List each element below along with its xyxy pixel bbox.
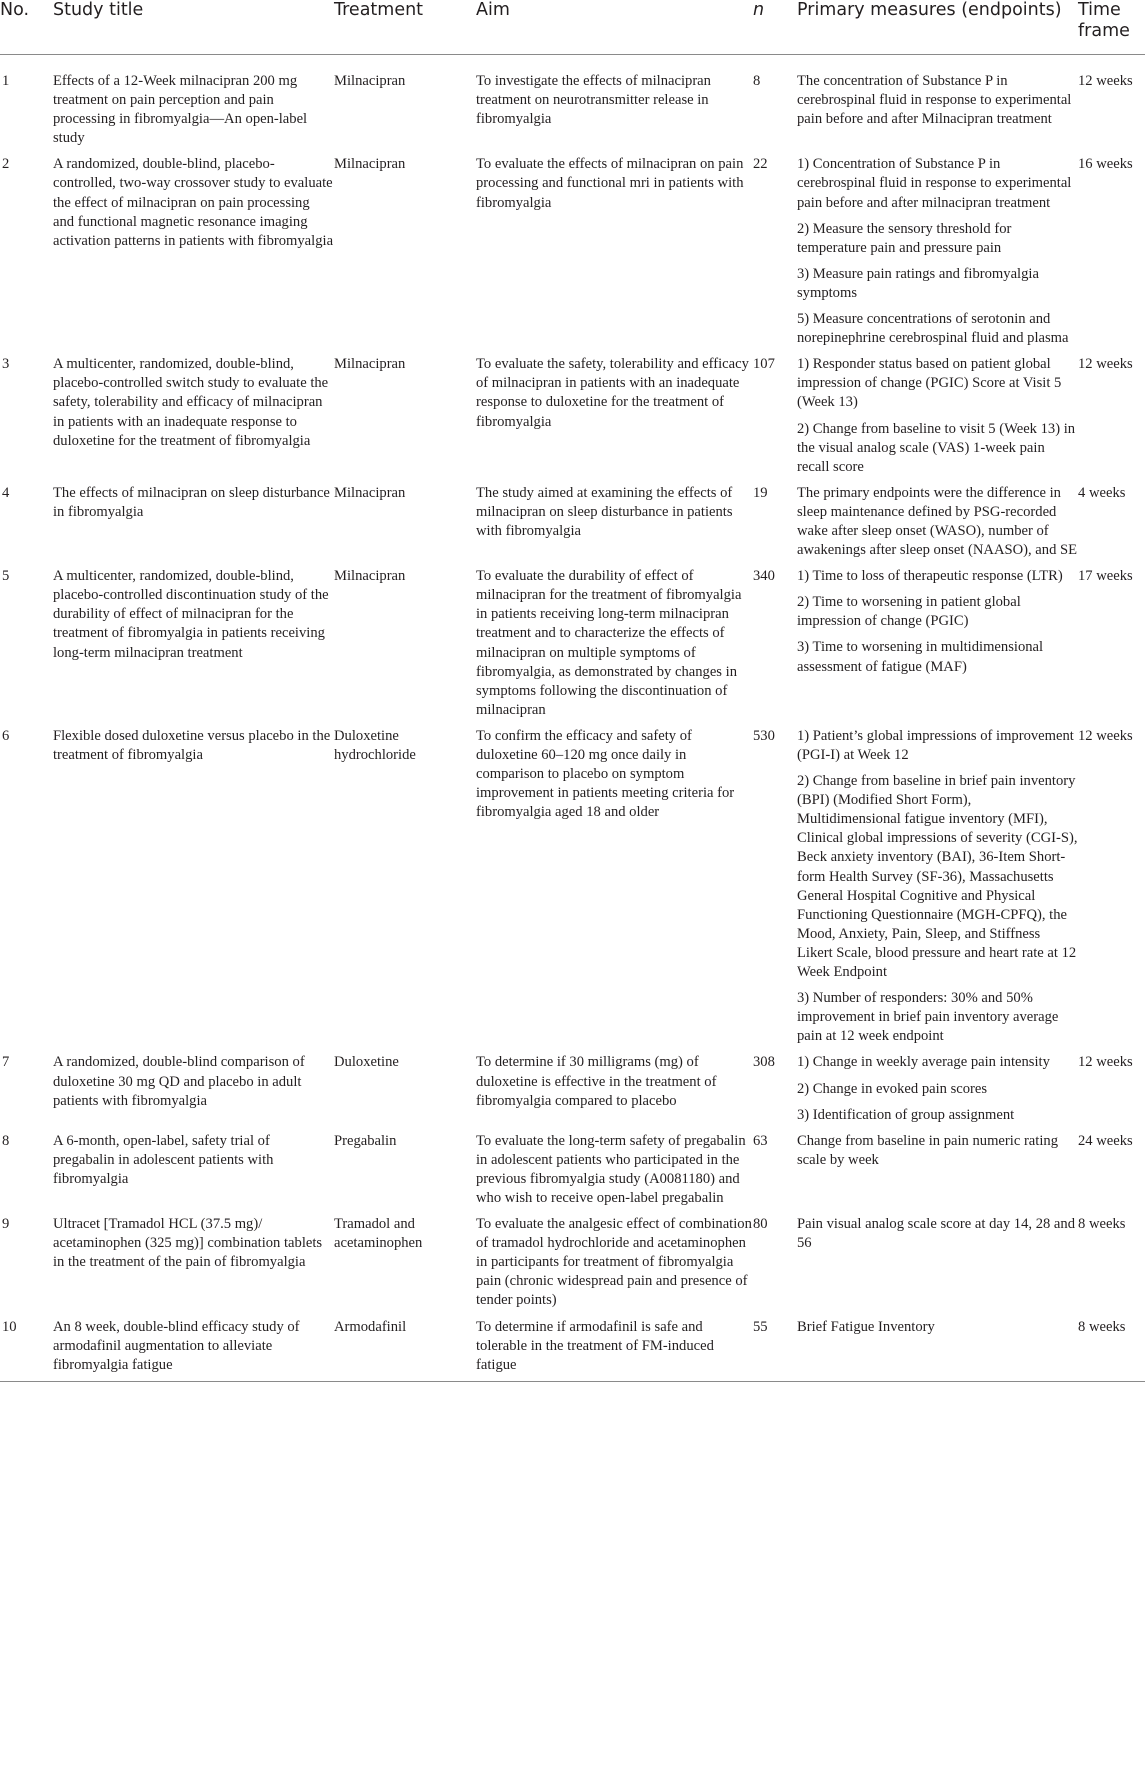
table-row	[0, 484, 1145, 567]
primary-measure-item: 3) Number of responders: 30% and 50% improvement in brief pain inventory average pain at 12 week endpoint	[797, 990, 1059, 1045]
aim-cell: To evaluate the analgesic effect of combination of tramadol hydrochloride and acetaminophen in participants for treatment of fibromyalgia pain (chronic widespread pain and presence of tender points)	[476, 1216, 752, 1309]
time-frame-cell: 8 weeks	[1078, 1216, 1126, 1233]
aim-cell: The study aimed at examining the effects of milnacipran on sleep disturbance in patients with fibromyalgia	[476, 484, 733, 539]
study-number-cell: 1	[2, 73, 10, 89]
header-study-title: Study title	[53, 0, 334, 55]
sample-size-cell: 63	[753, 1132, 768, 1149]
primary-measure-item: 1) Patient’s global impressions of improvement (PGI-I) at Week 12	[797, 727, 1074, 763]
study-number-cell: 2	[2, 156, 10, 173]
aim-cell: To investigate the effects of milnacipran treatment on neurotransmitter release in fibromyalgia	[476, 73, 711, 128]
sample-size-cell: 80	[753, 1216, 768, 1233]
study-number-cell: 4	[2, 484, 10, 501]
study-number-cell: 6	[2, 727, 10, 744]
time-frame-cell: 12 weeks	[1078, 73, 1133, 89]
primary-measures-cell	[797, 484, 1078, 567]
treatment-cell: Milnacipran	[334, 356, 406, 373]
primary-measure-item: The concentration of Substance P in cerebrospinal fluid in response to experimental pain before and after Milnacipran treatment	[797, 73, 1072, 128]
primary-measure-item: 2) Change in evoked pain scores	[797, 1080, 988, 1097]
study-number-cell: 9	[2, 1216, 10, 1233]
study-title-cell: A randomized, double-blind, placebo-controlled, two-way crossover study to evaluate the effect of milnacipran on pain processing and functional magnetic resonance imaging activation patterns in patients with fibromyalgia	[53, 156, 334, 249]
sample-size-cell: 8	[753, 73, 761, 89]
primary-measure-item: 1) Change in weekly average pain intensity	[797, 1054, 1050, 1071]
primary-measures-cell	[797, 567, 1078, 727]
aim-cell: To determine if 30 milligrams (mg) of duloxetine is effective in the treatment of fibromyalgia compared to placebo	[476, 1054, 717, 1109]
primary-measures-cell	[797, 1215, 1078, 1317]
aim-cell: To confirm the efficacy and safety of duloxetine 60–120 mg once daily in comparison to placebo on symptom improvement in patients meeting criteria for fibromyalgia aged 18 and older	[476, 727, 735, 821]
treatment-cell: Milnacipran	[334, 484, 406, 501]
table-row	[0, 155, 1145, 355]
primary-measure-item: 2) Time to worsening in patient global impression of change (PGIC)	[797, 594, 1021, 630]
header-time-frame: Time frame	[1078, 0, 1145, 55]
table-row	[0, 1318, 1145, 1382]
table-body	[0, 55, 1145, 1382]
study-title-cell: A multicenter, randomized, double-blind, placebo-controlled switch study to evaluate the safety, tolerability and efficacy of milnacipran in patients with an inadequate response to duloxetine for the treatment of fibromyalgia	[53, 356, 329, 449]
time-frame-cell: 4 weeks	[1078, 484, 1126, 501]
primary-measures-cell	[797, 155, 1078, 355]
primary-measures-cell	[797, 355, 1078, 484]
study-number-cell: 5	[2, 568, 10, 585]
aim-cell: To evaluate the long-term safety of pregabalin in adolescent patients who participated in the previous fibromyalgia study (A0081180) and who wish to receive open-label pregabalin	[476, 1132, 746, 1206]
sample-size-cell: 530	[753, 727, 775, 744]
primary-measure-item: 3) Identification of group assignment	[797, 1106, 1015, 1123]
time-frame-cell: 12 weeks	[1078, 1054, 1133, 1071]
header-aim: Aim	[476, 0, 753, 55]
study-title-cell: Flexible dosed duloxetine versus placebo in the treatment of fibromyalgia	[53, 727, 331, 763]
primary-measure-item: 1) Responder status based on patient global impression of change (PGIC) Score at Visit 5 (Week 13)	[797, 356, 1062, 411]
header-primary-measures: Primary measures (endpoints)	[797, 0, 1078, 55]
aim-cell: To evaluate the effects of milnacipran on pain processing and functional mri in patients with fibromyalgia	[476, 156, 744, 211]
table-row	[0, 567, 1145, 727]
study-number-cell: 7	[2, 1054, 10, 1071]
header-n: n	[753, 0, 797, 55]
treatment-cell: Duloxetine hydrochloride	[334, 727, 416, 763]
sample-size-cell: 22	[753, 156, 768, 173]
primary-measure-item: 3) Time to worsening in multidimensional assessment of fatigue (MAF)	[797, 639, 1044, 675]
study-number-cell: 3	[2, 356, 10, 373]
treatment-cell: Milnacipran	[334, 156, 406, 173]
time-frame-cell: 16 weeks	[1078, 156, 1133, 173]
aim-cell: To determine if armodafinil is safe and tolerable in the treatment of FM-induced fatigue	[476, 1318, 753, 1382]
treatment-cell: Duloxetine	[334, 1054, 399, 1071]
primary-measures-cell	[797, 727, 1078, 1054]
table-row	[0, 1132, 1145, 1215]
primary-measure-item: Change from baseline in pain numeric rating scale by week	[797, 1132, 1058, 1168]
primary-measure-item: 2) Change from baseline in brief pain inventory (BPI) (Modified Short Form), Multidimensional fatigue inventory (MFI), Clinical global impressions of severity (CGI-S), Beck anxiety inventory (BAI), 36-Item Short-form Health Survey (SF-36), Massachusetts General Hospital Cognitive and Physical Functioning Questionnaire (MGH-CPFQ), the Mood, Anxiety, Pain, Sleep, and Stiffness Likert Scale, blood pressure and heart rate at 12 Week Endpoint	[797, 773, 1078, 981]
sample-size-cell: 308	[753, 1054, 775, 1071]
primary-measure-item: 1) Time to loss of therapeutic response (LTR)	[797, 568, 1063, 585]
study-number-cell: 8	[2, 1132, 10, 1149]
aim-cell: To evaluate the durability of effect of milnacipran for the treatment of fibromyalgia in patients receiving long-term milnacipran treatment and to characterize the effects of milnacipran on multiple symptoms of fibromyalgia, as demonstrated by changes in symptoms following the discontinuation of milnacipran	[476, 568, 742, 718]
table-row	[0, 55, 1145, 156]
primary-measure-item: Brief Fatigue Inventory	[797, 1318, 935, 1335]
study-title-cell: A randomized, double-blind comparison of duloxetine 30 mg QD and placebo in adult patients with fibromyalgia	[53, 1054, 305, 1109]
primary-measure-item: 2) Measure the sensory threshold for temperature pain and pressure pain	[797, 220, 1012, 256]
primary-measure-item: 2) Change from baseline to visit 5 (Week 13) in the visual analog scale (VAS) 1-week pain recall score	[797, 420, 1076, 475]
sample-size-cell: 107	[753, 356, 775, 373]
study-title-cell: A multicenter, randomized, double-blind, placebo-controlled discontinuation study of the durability of effect of milnacipran for the treatment of fibromyalgia in patients receiving long-term milnacipran treatment	[53, 568, 329, 661]
sample-size-cell: 340	[753, 568, 775, 585]
treatment-cell: Tramadol and acetaminophen	[334, 1216, 423, 1252]
header-treatment: Treatment	[334, 0, 476, 55]
study-title-cell: Effects of a 12-Week milnacipran 200 mg treatment on pain perception and pain processing in fibromyalgia—An open-label study	[53, 73, 308, 147]
table-row	[0, 355, 1145, 484]
treatment-cell: Pregabalin	[334, 1132, 397, 1149]
time-frame-cell: 24 weeks	[1078, 1132, 1133, 1149]
primary-measures-cell	[797, 55, 1078, 156]
primary-measures-cell	[797, 1318, 1078, 1382]
sample-size-cell: 55	[753, 1318, 797, 1382]
primary-measures-cell	[797, 1132, 1078, 1215]
sample-size-cell: 19	[753, 484, 768, 501]
treatment-cell: Armodafinil	[334, 1318, 476, 1382]
aim-cell: To evaluate the safety, tolerability and efficacy of milnacipran in patients with an inadequate response to duloxetine for the treatment of fibromyalgia	[476, 356, 749, 430]
time-frame-cell: 12 weeks	[1078, 356, 1133, 373]
primary-measure-item: Pain visual analog scale score at day 14, 28 and 56	[797, 1216, 1076, 1252]
time-frame-cell: 17 weeks	[1078, 568, 1133, 585]
table-row	[0, 727, 1145, 1054]
study-title-cell: The effects of milnacipran on sleep disturbance in fibromyalgia	[53, 484, 330, 520]
study-title-cell: An 8 week, double-blind efficacy study of armodafinil augmentation to alleviate fibromyalgia fatigue	[53, 1318, 334, 1382]
treatment-cell: Milnacipran	[334, 73, 406, 89]
header-no: No.	[0, 0, 53, 55]
table-header	[0, 0, 1145, 55]
study-title-cell: Ultracet [Tramadol HCL (37.5 mg)/ acetaminophen (325 mg)] combination tablets in the treatment of the pain of fibromyalgia	[53, 1216, 323, 1271]
primary-measures-cell	[797, 1053, 1078, 1131]
primary-measure-item: 5) Measure concentrations of serotonin and norepinephrine cerebrospinal fluid and plasma	[797, 311, 1069, 347]
study-number-cell: 10	[0, 1318, 53, 1382]
time-frame-cell: 8 weeks	[1078, 1318, 1145, 1382]
primary-measure-item: 3) Measure pain ratings and fibromyalgia symptoms	[797, 265, 1039, 301]
study-title-cell: A 6-month, open-label, safety trial of pregabalin in adolescent patients with fibromyalgia	[53, 1132, 274, 1187]
primary-measure-item: 1) Concentration of Substance P in cerebrospinal fluid in response to experimental pain before and after milnacipran treatment	[797, 156, 1072, 211]
primary-measure-item: The primary endpoints were the difference in sleep maintenance defined by PSG-recorded wake after sleep onset (WASO), number of awakenings after sleep onset (NAASO), and SE	[797, 484, 1078, 559]
table-row	[0, 1053, 1145, 1131]
table-row	[0, 1215, 1145, 1317]
time-frame-cell: 12 weeks	[1078, 727, 1133, 744]
treatment-cell: Milnacipran	[334, 568, 406, 585]
